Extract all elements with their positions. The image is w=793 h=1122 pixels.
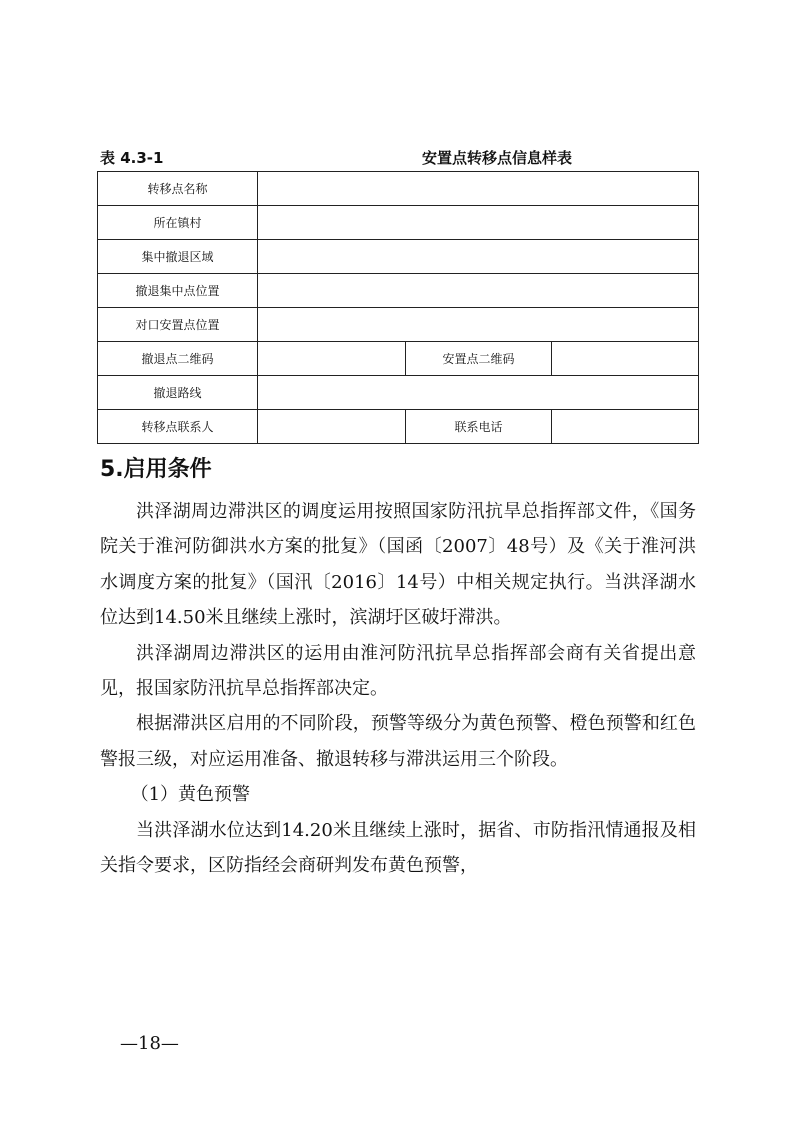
paragraph: 洪泽湖周边滞洪区的调度运用按照国家防汛抗旱总指挥部文件，《国务院关于淮河防御洪水方案的批复》（国函〔2007〕48号）及《关于淮河洪水调度方案的批复》（国汛〔2016〕14号）中相关规定执行。当洪泽湖水位达到14.50米且继续上涨时，滨湖圩区破圩滞洪。 [100,501,696,629]
row-value-empty [258,240,699,274]
table-row [98,342,699,376]
info-table [97,171,699,444]
row-label: 撤退路线 [98,376,258,410]
row-label: 所在镇村 [98,206,258,240]
paragraph: 当洪泽湖水位达到14.20米且继续上涨时，据省、市防指汛情通报及相关指令要求，区防指经会商研判发布黄色预警， [100,819,696,877]
paragraph: 洪泽湖周边滞洪区的运用由淮河防汛抗旱总指挥部会商有关省提出意见，报国家防汛抗旱总指挥部决定。 [100,642,696,700]
table-row [98,206,699,240]
row-label-secondary: 联系电话 [406,410,552,444]
row-value-empty [258,410,406,444]
row-value-empty [552,410,699,444]
paragraph: 根据滞洪区启用的不同阶段，预警等级分为黄色预警、橙色预警和红色警报三级，对应运用准备、撤退转移与滞洪运用三个阶段。 [100,713,696,770]
row-label: 撤退集中点位置 [98,274,258,308]
row-label: 转移点联系人 [98,410,258,444]
row-value-empty [258,172,699,206]
row-value-empty [552,342,699,376]
row-value-empty [258,206,699,240]
row-label-secondary: 安置点二维码 [406,342,552,376]
table-number: 表 4.3-1 [100,149,164,167]
row-label: 撤退点二维码 [98,342,258,376]
table-row [98,240,699,274]
section-heading: 5.启用条件 [100,457,212,482]
table-row [98,172,699,206]
table-row [98,376,699,410]
row-label: 转移点名称 [98,172,258,206]
table-row [98,410,699,444]
table-row [98,274,699,308]
body-text [100,494,696,883]
list-item-heading: （1）黄色预警 [130,784,251,806]
row-label: 集中撤退区域 [98,240,258,274]
table-row [98,308,699,342]
row-value-empty [258,342,406,376]
row-label: 对口安置点位置 [98,308,258,342]
table-title: 安置点转移点信息样表 [422,149,573,167]
table-caption [100,143,700,171]
row-value-empty [258,376,699,410]
row-value-empty [258,274,699,308]
page-number: —18— [120,1033,179,1054]
row-value-empty [258,308,699,342]
